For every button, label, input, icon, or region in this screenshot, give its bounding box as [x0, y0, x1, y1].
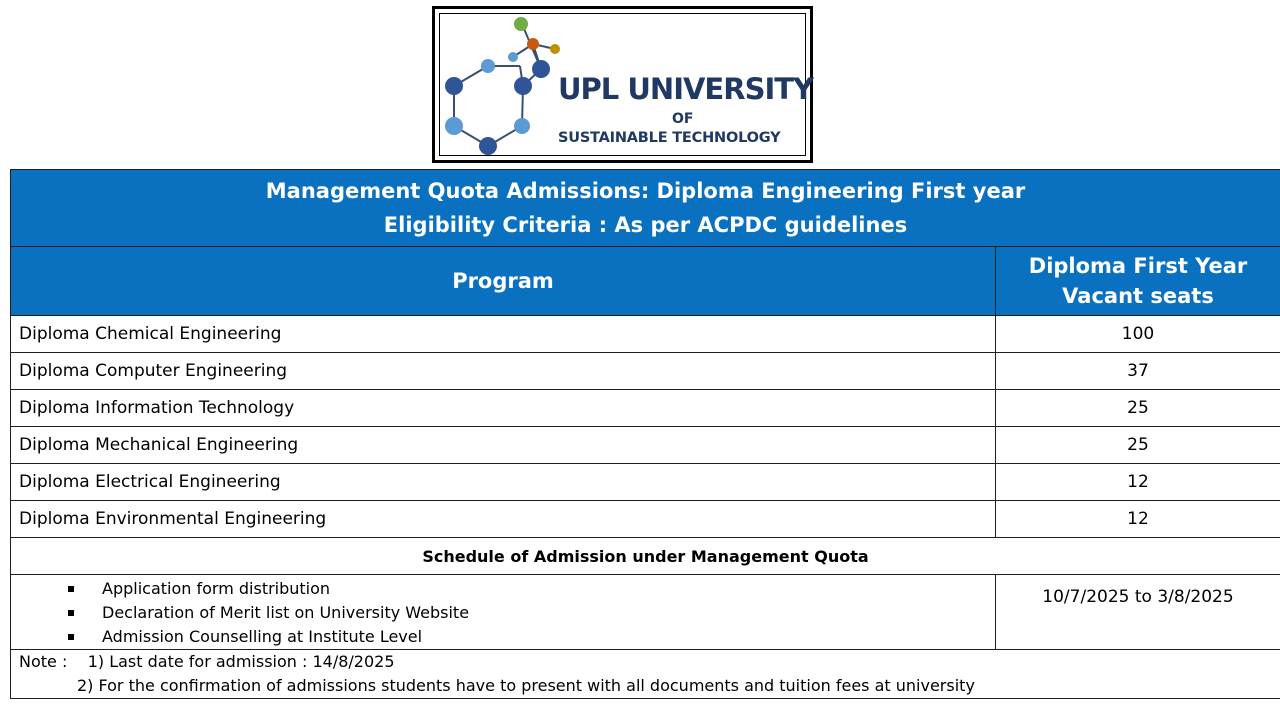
logo-title: UPL UNIVERSITY	[558, 72, 814, 106]
schedule-steps	[11, 575, 996, 650]
title-line-1: Management Quota Admissions: Diploma Engineering First year	[265, 179, 1026, 203]
bullet-icon	[68, 634, 74, 640]
note-row	[11, 650, 1280, 699]
logo-of: OF	[672, 111, 694, 127]
bullet-icon	[68, 586, 74, 592]
program-name: Diploma Computer Engineering	[11, 353, 996, 390]
schedule-list	[11, 577, 995, 649]
seats-header-line-2: Vacant seats	[1062, 284, 1214, 308]
molecule-node	[479, 137, 497, 155]
vacant-seats: 37	[996, 353, 1280, 390]
molecule-node	[445, 77, 463, 95]
vacant-seats: 12	[996, 464, 1280, 501]
logo-inner-frame	[439, 13, 814, 156]
molecule-node	[527, 38, 539, 50]
schedule-dates: 10/7/2025 to 3/8/2025	[996, 575, 1280, 650]
logo-subtitle: SUSTAINABLE TECHNOLOGY	[558, 130, 781, 146]
bullet-icon	[68, 610, 74, 616]
schedule-step: Admission Counselling at Institute Level	[102, 627, 423, 646]
molecule-node	[514, 17, 528, 31]
molecule-node	[514, 77, 532, 95]
list-item	[11, 625, 995, 649]
vacant-seats: 25	[996, 390, 1280, 427]
table-row	[11, 427, 1280, 464]
vacant-seats: 12	[996, 501, 1280, 538]
molecule-node	[514, 118, 530, 134]
seats-header-line-1: Diploma First Year	[1028, 254, 1248, 278]
table-row	[11, 316, 1280, 353]
note	[11, 650, 1280, 699]
table-title	[11, 170, 1280, 247]
molecule-node	[532, 60, 550, 78]
schedule-step: Application form distribution	[102, 579, 331, 598]
university-logo	[432, 6, 813, 163]
column-header-row	[11, 247, 1280, 316]
program-name: Diploma Electrical Engineering	[11, 464, 996, 501]
program-name: Diploma Environmental Engineering	[11, 501, 996, 538]
table-row	[11, 464, 1280, 501]
seats-column-header	[996, 247, 1280, 316]
admissions-table	[10, 169, 1280, 699]
program-name: Diploma Chemical Engineering	[11, 316, 996, 353]
program-column-header: Program	[11, 247, 996, 316]
table-title-row	[11, 170, 1280, 247]
table-row	[11, 390, 1280, 427]
schedule-row	[11, 575, 1280, 650]
schedule-title-row	[11, 538, 1280, 575]
vacant-seats: 25	[996, 427, 1280, 464]
molecule-node	[445, 117, 463, 135]
program-name: Diploma Information Technology	[11, 390, 996, 427]
title-line-2: Eligibility Criteria : As per ACPDC guidelines	[383, 213, 908, 237]
molecule-node	[508, 52, 518, 62]
note-line-1: Note : 1) Last date for admission : 14/8/2025	[19, 652, 395, 671]
schedule-step: Declaration of Merit list on University Website	[102, 603, 470, 622]
molecule-node	[481, 59, 495, 73]
vacant-seats: 100	[996, 316, 1280, 353]
schedule-title: Schedule of Admission under Management Quota	[11, 538, 1280, 575]
list-item	[11, 577, 995, 601]
table-row	[11, 501, 1280, 538]
list-item	[11, 601, 995, 625]
molecule-node	[550, 44, 560, 54]
program-name: Diploma Mechanical Engineering	[11, 427, 996, 464]
note-line-2: 2) For the confirmation of admissions students have to present with all documents and tuition fees at university	[77, 676, 975, 695]
table-row	[11, 353, 1280, 390]
